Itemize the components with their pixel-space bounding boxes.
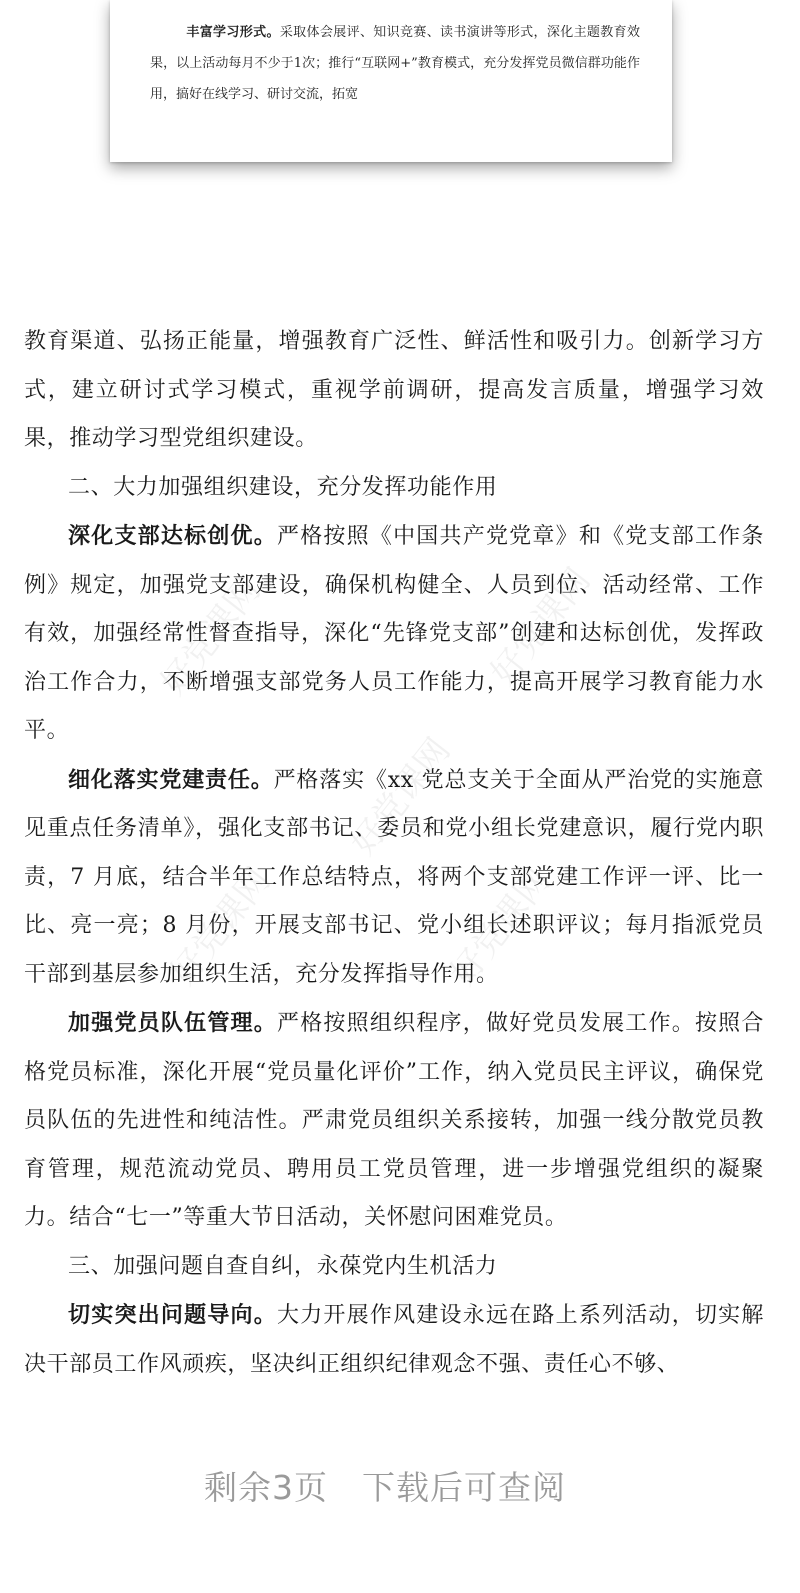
preview-lead: 丰富学习形式。 <box>186 25 280 40</box>
paragraph-continuation: 教育渠道、弘扬正能量，增强教育广泛性、鲜活性和吸引力。创新学习方式，建立研讨式学习模式，重视学前调研，提高发言质量，增强学习效果，推动学习型党组织建设。 <box>24 329 764 451</box>
paragraph-party-responsibility <box>24 756 764 1000</box>
paragraph-text: 严格按照《中国共产党党章》和《党支部工作条例》规定，加强党支部建设，确保机构健全、人员到位、活动经常、工作有效，加强经常性督查指导，深化“先锋党支部”创建和达标创优，发挥政治工作合力，不断增强支部党务人员工作能力，提高开展学习教育能力水平。 <box>24 524 764 743</box>
paragraph-problem-orientation <box>24 1291 764 1389</box>
section-heading-3: 三、加强问题自查自纠，永葆党内生机活力 <box>68 1253 498 1279</box>
paragraph-text: 严格按照组织程序，做好党员发展工作。按照合格党员标准，深化开展“党员量化评价”工作，纳入党员民主评议，确保党员队伍的先进性和纯洁性。严肃党员组织关系接转，加强一线分散党员教育管理，规范流动党员、聘用员工党员管理，进一步增强党组织的凝聚力。结合“七一”等重大节日活动，关怀慰问困难党员。 <box>24 1011 764 1230</box>
watermark: 好党课网 <box>163 860 279 993</box>
paragraph-lead: 细化落实党建责任。 <box>68 766 274 793</box>
watermark: 好党课网 <box>443 860 559 993</box>
paragraph-member-management <box>24 999 764 1243</box>
paragraph-text: 大力开展作风建设永远在路上系列活动，切实解决干部员工作风顽疾，坚决纠正组织纪律观念不强、责任心不够、 <box>24 1303 764 1377</box>
preview-text: 采取体会展评、知识竞赛、读书演讲等形式，深化主题教育效果，以上活动每月不少于1次；推行“互联网+”教育模式，充分发挥党员微信群功能作用，搞好在线学习、研讨交流，拓宽 <box>150 25 640 102</box>
watermark: 好党课网 <box>483 560 599 693</box>
paragraph-lead: 切实突出问题导向。 <box>68 1302 277 1328</box>
paragraph-text: 严格落实《xx 党总支关于全面从严治党的实施意见重点任务清单》，强化支部书记、委员和党小组长党建意识，履行党内职责，7 月底，结合半年工作总结特点，将两个支部党建工作评一评、比一比、亮一亮；8 月份，开展支部书记、党小组长述职评议；每月指派党员干部到基层参加组织生活，充分发挥指导作用。 <box>24 767 765 987</box>
watermark: 好党课网 <box>343 730 459 863</box>
previous-page-preview <box>110 0 672 162</box>
paragraph-lead: 加强党员队伍管理。 <box>68 1010 277 1036</box>
paragraph-branch-standards <box>24 512 764 756</box>
paragraph-lead: 深化支部达标创优。 <box>68 523 277 549</box>
download-notice[interactable] <box>0 1462 770 1509</box>
watermark: 好党课网 <box>153 570 269 703</box>
document-body <box>24 318 764 1389</box>
remaining-pages-label: 剩余3页 <box>204 1468 328 1507</box>
download-to-view-label: 下载后可查阅 <box>362 1468 566 1507</box>
preview-paragraph <box>150 17 640 110</box>
section-heading-2: 二、大力加强组织建设，充分发挥功能作用 <box>68 474 498 500</box>
